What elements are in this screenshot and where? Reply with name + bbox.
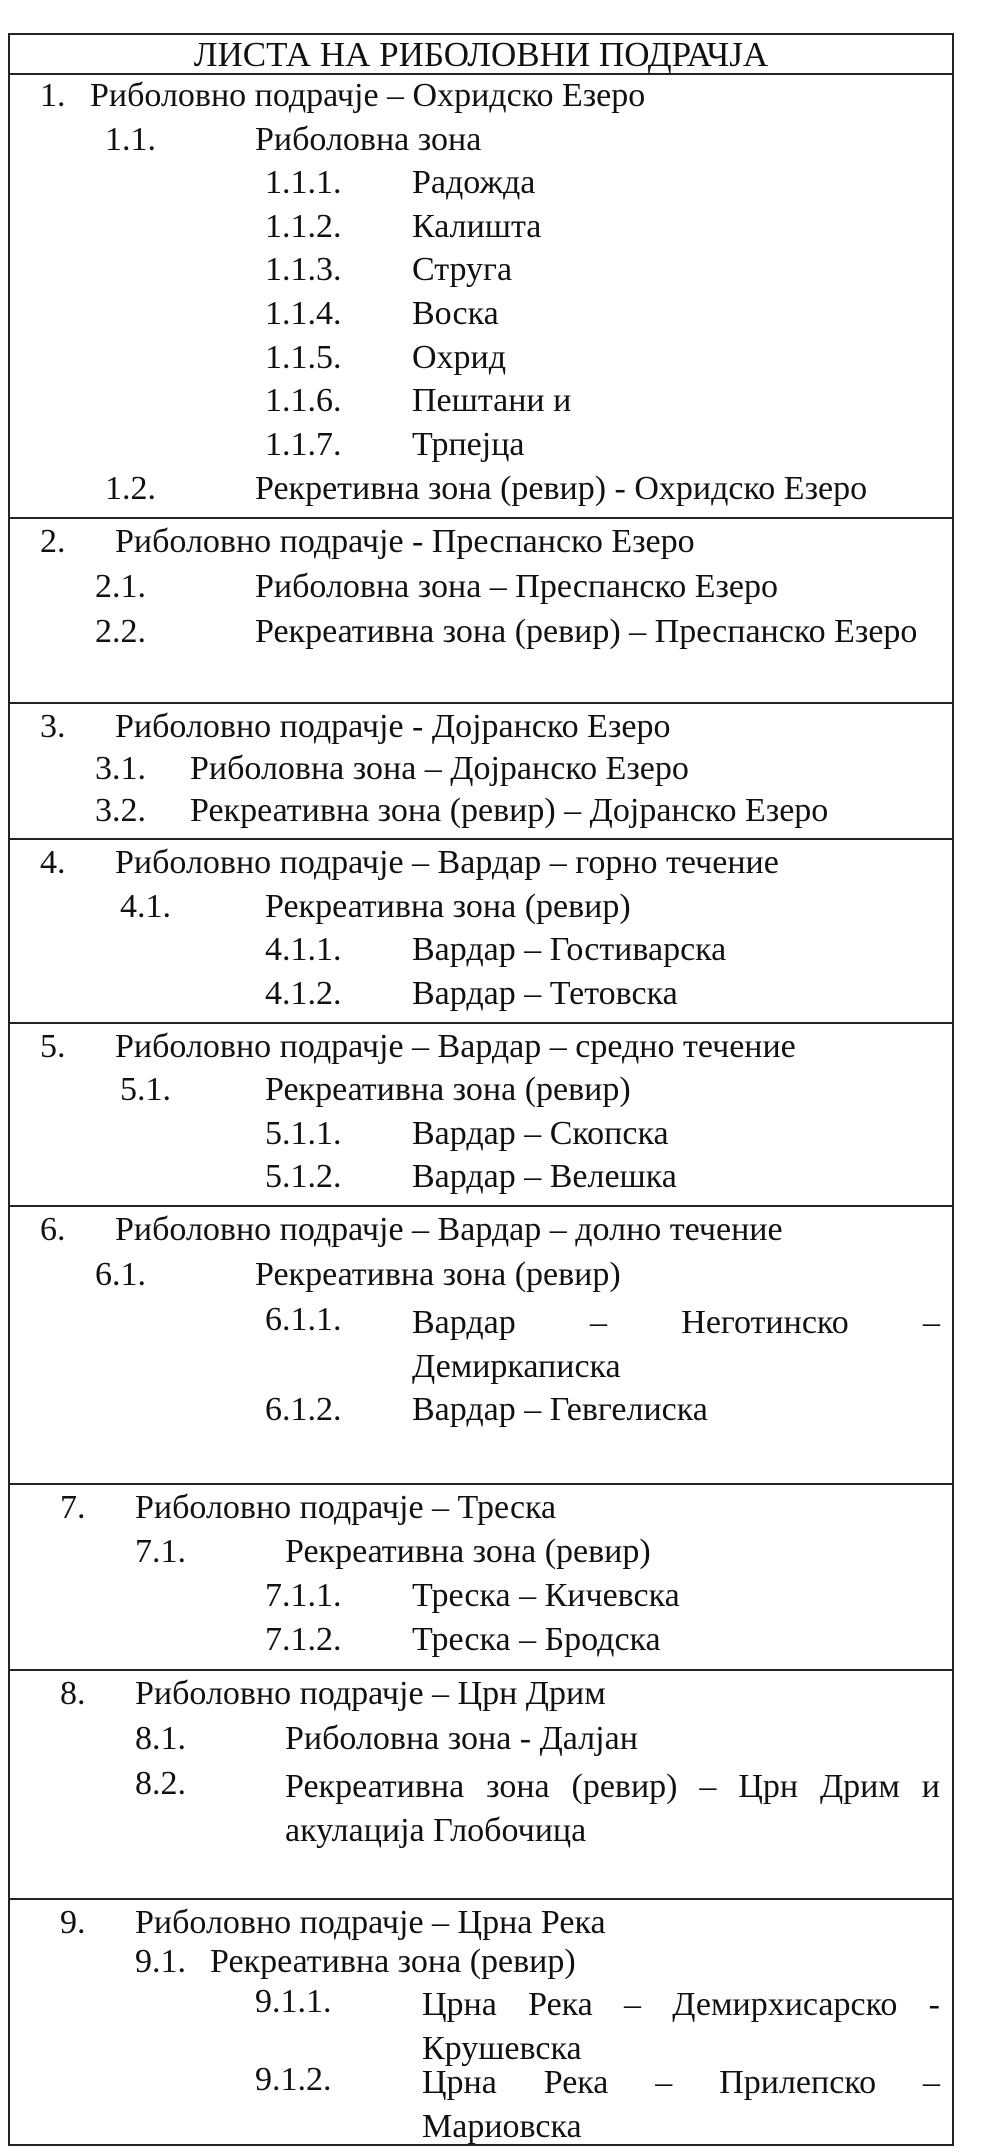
list-item [10, 1621, 952, 1666]
list-item [10, 77, 952, 122]
item-number: 2.2. [95, 613, 146, 650]
item-number: 4.1.1. [265, 931, 342, 969]
list-item [10, 568, 952, 613]
list-item [10, 1720, 952, 1765]
item-number: 2. [40, 523, 66, 560]
list-item [10, 1071, 952, 1116]
list-item [10, 1115, 952, 1160]
list-item [10, 1256, 952, 1301]
item-number: 8.2. [135, 1765, 186, 1802]
item-number: 1. [40, 77, 66, 114]
list-item [10, 295, 952, 340]
list-item [10, 792, 952, 837]
item-label: Риболовно подрачје – Црн Дрим [135, 1675, 606, 1712]
item-label: Пештани и [412, 382, 572, 420]
list-item [10, 208, 952, 253]
item-label: Рекреативна зона (ревир) [255, 1256, 621, 1293]
section-5 [10, 1024, 952, 1207]
section-9 [10, 1900, 952, 2145]
item-label: Вардар – Велешка [412, 1157, 677, 1195]
item-label: Радожда [412, 164, 536, 202]
list-item [10, 1158, 952, 1203]
item-label: Струга [412, 251, 513, 289]
item-number: 6. [40, 1211, 66, 1248]
item-label: Риболовна зона - Далјан [285, 1720, 638, 1757]
item-number: 9.1.2. [255, 2061, 332, 2098]
item-label: Рекреативна зона (ревир) [265, 887, 631, 925]
section-4 [10, 840, 952, 1024]
item-label: Треска – Кичевска [412, 1577, 680, 1615]
item-label: Рекреативна зона (ревир) [210, 1943, 576, 1981]
list-item [10, 844, 952, 889]
item-number: 4.1. [120, 887, 171, 925]
item-label: Црна Река – Демирхисарско - Крушевска [422, 1985, 940, 2067]
item-label: Рекреативна зона (ревир) [265, 1071, 631, 1109]
list-item [10, 1577, 952, 1622]
item-number: 7.1. [135, 1533, 186, 1571]
item-label: Риболовно подрачје – Треска [135, 1489, 557, 1526]
list-item [10, 931, 952, 976]
list-item [10, 121, 952, 166]
list-item [10, 251, 952, 296]
item-number: 1.1. [105, 120, 156, 158]
item-number: 1.1.7. [265, 425, 342, 463]
section-7 [10, 1485, 952, 1671]
item-number: 5.1.2. [265, 1157, 342, 1195]
item-label: Трпејца [412, 425, 525, 463]
item-label: Риболовна зона – Дојранско Езеро [190, 750, 689, 788]
item-label: Вардар – Тетовска [412, 974, 678, 1012]
list-item [10, 1028, 952, 1073]
fishing-areas-table [8, 33, 954, 2146]
item-label: Риболовно подрачје – Вардар – горно течение [115, 844, 779, 881]
item-number: 6.1.2. [265, 1391, 342, 1428]
list-item [10, 888, 952, 933]
item-number: 1.1.1. [265, 164, 342, 202]
item-label: Вардар – Скопска [412, 1114, 669, 1152]
list-item [10, 975, 952, 1020]
item-label: Риболовно подрачје – Вардар – долно течение [115, 1211, 783, 1248]
item-number: 1.1.4. [265, 295, 342, 333]
table-title: ЛИСТА НА РИБОЛОВНИ ПОДРАЧЈА [10, 35, 952, 75]
item-label: Охрид [412, 338, 507, 376]
list-item [10, 2061, 952, 2151]
item-number: 8.1. [135, 1720, 186, 1757]
item-number: 8. [60, 1675, 86, 1712]
list-item [10, 1675, 952, 1720]
item-label: Вардар – Гостиварска [412, 931, 727, 969]
section-3 [10, 704, 952, 840]
item-number: 9.1.1. [255, 1982, 332, 2020]
item-label: Црна Река – Прилепско – Мариовска [422, 2064, 940, 2145]
list-item [10, 1533, 952, 1578]
list-item [10, 339, 952, 384]
item-label: Риболовна зона – Преспанско Езеро [255, 568, 779, 605]
item-number: 7.1.2. [265, 1621, 342, 1659]
item-number: 3. [40, 708, 66, 745]
item-label: Рекреативна зона (ревир) – Црн Дрим и акулација Глобочица [285, 1768, 940, 1849]
section-1 [10, 73, 952, 519]
item-label: Рекреативна зона (ревир) – Преспанско Езеро [255, 613, 918, 650]
list-item [10, 613, 952, 658]
item-number: 3.1. [95, 750, 146, 788]
item-number: 6.1.1. [265, 1301, 342, 1338]
list-item [10, 750, 952, 795]
list-item [10, 426, 952, 471]
item-number: 3.2. [95, 792, 146, 830]
item-label: Вардар – Гевгелиска [412, 1391, 708, 1428]
item-number: 7.1.1. [265, 1577, 342, 1615]
item-number: 1.1.3. [265, 251, 342, 289]
list-item [10, 708, 952, 753]
list-item [10, 1489, 952, 1534]
list-item [10, 1765, 952, 1855]
item-number: 6.1. [95, 1256, 146, 1293]
item-number: 9.1. [135, 1943, 186, 1981]
item-number: 1.1.2. [265, 207, 342, 245]
item-label: Риболовна зона [255, 120, 482, 158]
item-number: 7. [60, 1489, 86, 1526]
item-label: Риболовно подрачје – Охридско Езеро [90, 77, 646, 114]
item-label: Вардар – Неготинско – Демиркаписка [412, 1304, 940, 1385]
item-label: Риболовно подрачје – Вардар – средно течение [115, 1028, 796, 1065]
list-item [10, 1391, 952, 1436]
item-label: Рекреативна зона (ревир) [285, 1533, 651, 1571]
list-item [10, 1301, 952, 1391]
list-item [10, 523, 952, 568]
item-number: 5. [40, 1028, 66, 1065]
item-number: 1.1.6. [265, 382, 342, 420]
list-item [10, 1904, 952, 1949]
item-number: 5.1.1. [265, 1114, 342, 1152]
item-number: 5.1. [120, 1071, 171, 1109]
item-number: 2.1. [95, 568, 146, 605]
section-6 [10, 1207, 952, 1485]
item-number: 4.1.2. [265, 974, 342, 1012]
item-label: Калишта [412, 207, 542, 245]
item-label: Риболовно подрачје – Црна Река [135, 1904, 606, 1941]
item-label: Воска [412, 295, 499, 333]
list-item [10, 1943, 952, 1988]
section-2 [10, 519, 952, 704]
list-item [10, 1211, 952, 1256]
item-label: Риболовно подрачје - Дојранско Езеро [115, 708, 671, 745]
list-item [10, 470, 952, 515]
item-label: Рекретивна зона (ревир) - Охридско Езеро [255, 469, 868, 507]
item-number: 1.1.5. [265, 338, 342, 376]
item-label: Риболовно подрачје - Преспанско Езеро [115, 523, 695, 560]
item-label: Треска – Бродска [412, 1621, 661, 1659]
item-number: 1.2. [105, 469, 156, 507]
list-item [10, 164, 952, 209]
item-label: Рекреативна зона (ревир) – Дојранско Езеро [190, 792, 829, 830]
list-item [10, 1983, 952, 2073]
list-item [10, 382, 952, 427]
item-number: 4. [40, 844, 66, 881]
item-number: 9. [60, 1904, 86, 1941]
section-8 [10, 1671, 952, 1900]
